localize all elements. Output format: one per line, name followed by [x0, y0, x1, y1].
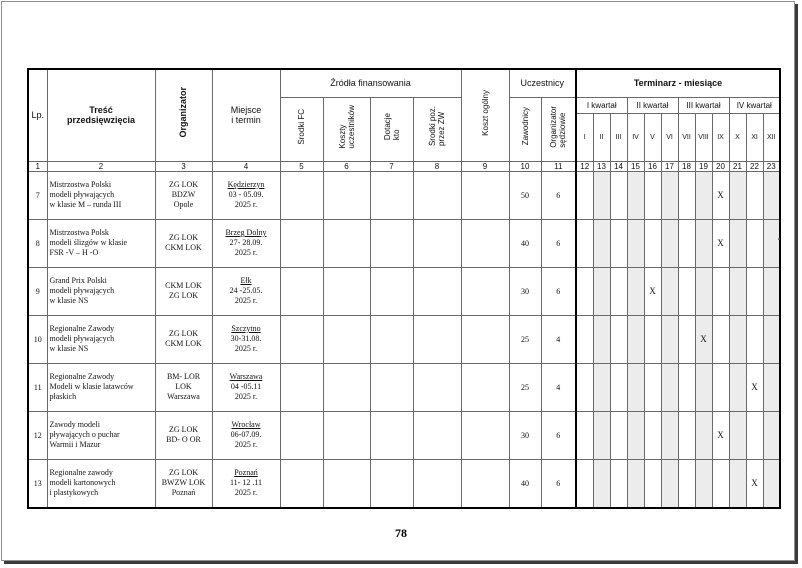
row-month-mark: X [712, 411, 729, 459]
row-date: 03 - 05.09. 2025 r. [228, 190, 264, 209]
row-month-cell [746, 171, 763, 219]
header-kwartal-2: II kwartał [627, 97, 678, 113]
row-judges: 6 [541, 267, 576, 315]
row-event-name: Regionalne zawody modeli kartonowych i plastykowych [47, 459, 155, 508]
column-number: 15 [627, 161, 644, 171]
column-number: 13 [593, 161, 610, 171]
column-number: 17 [661, 161, 678, 171]
row-funding-cell [413, 363, 461, 411]
month-xi: XI [746, 113, 763, 161]
row-judges: 4 [541, 315, 576, 363]
row-month-cell [627, 459, 644, 508]
month-v: V [644, 113, 661, 161]
row-place-date [212, 363, 280, 411]
row-month-cell [729, 363, 746, 411]
row-month-cell [593, 363, 610, 411]
row-month-cell [593, 267, 610, 315]
row-date: 30-31.08. 2025 r. [230, 334, 262, 353]
row-month-cell [576, 411, 593, 459]
row-event-name: Regionalne Zawody modeli pływających w klasie NS [47, 315, 155, 363]
column-number: 4 [212, 161, 280, 171]
row-month-cell [763, 267, 780, 315]
column-number: 9 [461, 161, 509, 171]
row-month-cell [627, 411, 644, 459]
row-city: Szczytno [231, 324, 261, 333]
row-event-name: Grand Prix Polski modeli pływających w klasie NS [47, 267, 155, 315]
row-date: 27- 28.09. 2025 r. [229, 238, 263, 257]
row-event-name: Regionalne Zawody Modeli w klasie latawców płaskich [47, 363, 155, 411]
row-event-name: Mistrzostwa Polsk modeli ślizgów w klasie FSR -V – H -O [47, 219, 155, 267]
row-city: Wrocław [231, 420, 261, 429]
row-month-cell [576, 315, 593, 363]
row-date: 24 -25.05. 2025 r. [229, 286, 263, 305]
row-month-cell [576, 171, 593, 219]
row-month-mark: X [712, 219, 729, 267]
row-funding-cell [413, 411, 461, 459]
table-row [28, 363, 780, 411]
table-row [28, 219, 780, 267]
row-month-cell [712, 315, 729, 363]
row-funding-cell [370, 411, 413, 459]
row-participants: 25 [509, 315, 541, 363]
row-month-cell [627, 315, 644, 363]
row-month-cell [627, 267, 644, 315]
row-month-cell [695, 171, 712, 219]
header-dotacje: Dotacje kto [370, 97, 413, 161]
column-number: 11 [541, 161, 576, 171]
column-number: 19 [695, 161, 712, 171]
row-funding-cell [370, 267, 413, 315]
column-number: 16 [644, 161, 661, 171]
row-month-cell [746, 267, 763, 315]
row-month-cell [661, 459, 678, 508]
row-month-cell [627, 219, 644, 267]
row-month-cell [763, 459, 780, 508]
row-city: Ełk [240, 276, 252, 285]
row-participants: 40 [509, 219, 541, 267]
row-month-cell [576, 267, 593, 315]
row-month-cell [729, 315, 746, 363]
row-judges: 6 [541, 459, 576, 508]
column-number: 18 [678, 161, 695, 171]
row-total-cost [461, 171, 509, 219]
row-organizer: ZG LOK BDZW Opole [155, 171, 212, 219]
row-month-cell [746, 411, 763, 459]
column-number: 12 [576, 161, 593, 171]
row-month-cell [576, 363, 593, 411]
row-funding-cell [370, 315, 413, 363]
row-funding-cell [280, 267, 323, 315]
row-month-cell [627, 363, 644, 411]
row-participants: 50 [509, 171, 541, 219]
row-funding-cell [413, 315, 461, 363]
row-month-cell [661, 267, 678, 315]
row-lp: 13 [28, 459, 47, 508]
row-month-cell [610, 219, 627, 267]
row-place-date [212, 171, 280, 219]
row-date: 04 -05.11 2025 r. [230, 382, 262, 401]
row-month-cell [678, 411, 695, 459]
row-total-cost [461, 363, 509, 411]
header-koszt: Koszt ogólny [461, 69, 509, 161]
row-month-cell [695, 411, 712, 459]
row-month-cell [729, 459, 746, 508]
row-month-cell [661, 315, 678, 363]
row-month-cell [610, 267, 627, 315]
row-event-name: Mistrzostwa Polski modeli pływających w klasie M – runda III [47, 171, 155, 219]
column-number: 14 [610, 161, 627, 171]
row-month-cell [712, 459, 729, 508]
row-judges: 4 [541, 363, 576, 411]
row-funding-cell [323, 459, 370, 508]
row-funding-cell [370, 219, 413, 267]
header-kwartal-1: I kwartał [576, 97, 627, 113]
row-lp: 10 [28, 315, 47, 363]
row-month-mark: X [746, 363, 763, 411]
header-terminarz: Terminarz - miesiące [576, 69, 780, 97]
table-row [28, 315, 780, 363]
column-number: 22 [746, 161, 763, 171]
row-funding-cell [413, 459, 461, 508]
row-funding-cell [280, 315, 323, 363]
header-lp: Lp. [28, 69, 47, 161]
row-month-cell [644, 459, 661, 508]
header-kwartal-3: III kwartał [678, 97, 729, 113]
header-uczestnicy: Uczestnicy [509, 69, 576, 97]
row-funding-cell [280, 171, 323, 219]
row-judges: 6 [541, 171, 576, 219]
column-number: 21 [729, 161, 746, 171]
row-month-cell [678, 219, 695, 267]
row-month-cell [729, 267, 746, 315]
row-funding-cell [323, 315, 370, 363]
row-funding-cell [280, 219, 323, 267]
month-ii: II [593, 113, 610, 161]
row-month-cell [763, 171, 780, 219]
row-date: 11- 12 .11 2025 r. [229, 478, 263, 497]
row-funding-cell [413, 267, 461, 315]
row-month-cell [695, 459, 712, 508]
header-tresc: Treść przedsięwzięcia [47, 69, 155, 161]
row-lp: 9 [28, 267, 47, 315]
row-month-mark: X [644, 267, 661, 315]
row-funding-cell [323, 411, 370, 459]
row-city: Poznań [234, 468, 258, 477]
month-viii: VIII [695, 113, 712, 161]
row-city: Kędzierzyn [227, 180, 265, 189]
table-row [28, 267, 780, 315]
row-month-cell [593, 315, 610, 363]
row-month-cell [644, 315, 661, 363]
column-number: 10 [509, 161, 541, 171]
row-month-mark: X [712, 171, 729, 219]
row-total-cost [461, 219, 509, 267]
row-month-cell [729, 219, 746, 267]
column-number: 3 [155, 161, 212, 171]
row-total-cost [461, 315, 509, 363]
row-month-cell [746, 315, 763, 363]
row-month-cell [576, 219, 593, 267]
row-event-name: Zawody modeli pływających o puchar Warmii i Mazur [47, 411, 155, 459]
month-iv: IV [627, 113, 644, 161]
header-sedziowie: Organizator sędziowie [541, 97, 576, 161]
row-funding-cell [370, 171, 413, 219]
column-number: 20 [712, 161, 729, 171]
row-month-cell [610, 363, 627, 411]
row-month-cell [593, 411, 610, 459]
row-month-cell [763, 315, 780, 363]
row-organizer: ZG LOK BWZW LOK Poznań [155, 459, 212, 508]
row-month-cell [729, 411, 746, 459]
row-funding-cell [413, 171, 461, 219]
row-month-cell [627, 171, 644, 219]
row-month-cell [644, 171, 661, 219]
table-row [28, 459, 780, 508]
row-organizer: ZG LOK CKM LOK [155, 315, 212, 363]
row-month-cell [644, 363, 661, 411]
row-organizer: ZG LOK BD- O OR [155, 411, 212, 459]
row-funding-cell [413, 219, 461, 267]
row-city: Warszawa [229, 372, 263, 381]
row-month-cell [695, 219, 712, 267]
header-srodki-poz: Środki poz. przez ZW [413, 97, 461, 161]
row-month-cell [593, 459, 610, 508]
row-total-cost [461, 411, 509, 459]
row-month-cell [763, 411, 780, 459]
row-judges: 6 [541, 411, 576, 459]
schedule-table [27, 68, 781, 509]
row-month-cell [712, 267, 729, 315]
row-total-cost [461, 267, 509, 315]
header-zawodnicy: Zawodnicy [509, 97, 541, 161]
header-organizator: Organizator [155, 69, 212, 161]
row-month-cell [678, 459, 695, 508]
row-place-date [212, 411, 280, 459]
row-organizer: ZG LOK CKM LOK [155, 219, 212, 267]
row-month-cell [610, 459, 627, 508]
row-participants: 30 [509, 267, 541, 315]
row-place-date [212, 459, 280, 508]
row-judges: 6 [541, 219, 576, 267]
row-lp: 11 [28, 363, 47, 411]
row-month-cell [763, 219, 780, 267]
row-month-cell [712, 363, 729, 411]
table-row [28, 171, 780, 219]
table-row [28, 411, 780, 459]
row-month-cell [610, 315, 627, 363]
row-date: 06-07.09. 2025 r. [230, 430, 262, 449]
row-month-cell [661, 411, 678, 459]
row-organizer: BM- LOR LOK Warszawa [155, 363, 212, 411]
row-month-cell [695, 267, 712, 315]
row-month-cell [610, 171, 627, 219]
month-ix: IX [712, 113, 729, 161]
row-month-cell [678, 267, 695, 315]
row-lp: 7 [28, 171, 47, 219]
row-month-cell [610, 411, 627, 459]
row-place-date [212, 315, 280, 363]
row-month-cell [576, 459, 593, 508]
scan-speck [778, 238, 780, 240]
row-city: Brzeg Dolny [225, 228, 267, 237]
row-funding-cell [323, 171, 370, 219]
row-place-date [212, 267, 280, 315]
column-number: 23 [763, 161, 780, 171]
row-month-cell [678, 363, 695, 411]
month-x: X [729, 113, 746, 161]
row-month-mark: X [746, 459, 763, 508]
row-lp: 12 [28, 411, 47, 459]
row-funding-cell [280, 363, 323, 411]
row-funding-cell [370, 363, 413, 411]
row-month-cell [763, 363, 780, 411]
header-kwartal-4: IV kwartał [729, 97, 780, 113]
row-month-cell [644, 411, 661, 459]
row-month-cell [695, 363, 712, 411]
row-month-cell [661, 171, 678, 219]
row-funding-cell [280, 411, 323, 459]
row-funding-cell [323, 363, 370, 411]
row-total-cost [461, 459, 509, 508]
row-month-cell [644, 219, 661, 267]
column-number: 2 [47, 161, 155, 171]
row-month-cell [746, 219, 763, 267]
row-place-date [212, 219, 280, 267]
column-number: 8 [413, 161, 461, 171]
header-miejsce: Miejsce i termin [212, 69, 280, 161]
row-participants: 30 [509, 411, 541, 459]
row-funding-cell [370, 459, 413, 508]
month-iii: III [610, 113, 627, 161]
column-number: 5 [280, 161, 323, 171]
row-lp: 8 [28, 219, 47, 267]
month-xii: XII [763, 113, 780, 161]
row-month-cell [661, 219, 678, 267]
row-month-cell [729, 171, 746, 219]
column-number: 1 [28, 161, 47, 171]
row-month-mark: X [695, 315, 712, 363]
month-vi: VI [661, 113, 678, 161]
row-participants: 25 [509, 363, 541, 411]
column-number-row [28, 161, 780, 171]
page-number: 78 [395, 526, 407, 540]
header-koszty-uczestnikow: Koszty uczestników [323, 97, 370, 161]
row-month-cell [593, 171, 610, 219]
row-month-cell [678, 315, 695, 363]
row-month-cell [661, 363, 678, 411]
column-number: 7 [370, 161, 413, 171]
row-funding-cell [323, 267, 370, 315]
row-month-cell [678, 171, 695, 219]
row-participants: 40 [509, 459, 541, 508]
row-funding-cell [280, 459, 323, 508]
row-month-cell [593, 219, 610, 267]
month-vii: VII [678, 113, 695, 161]
row-funding-cell [323, 219, 370, 267]
header-srodki-fc: Środki FC [280, 97, 323, 161]
month-i: I [576, 113, 593, 161]
row-organizer: CKM LOK ZG LOK [155, 267, 212, 315]
column-number: 6 [323, 161, 370, 171]
schedule-body [28, 171, 780, 508]
header-zrodla: Źródła finansowania [280, 69, 461, 97]
